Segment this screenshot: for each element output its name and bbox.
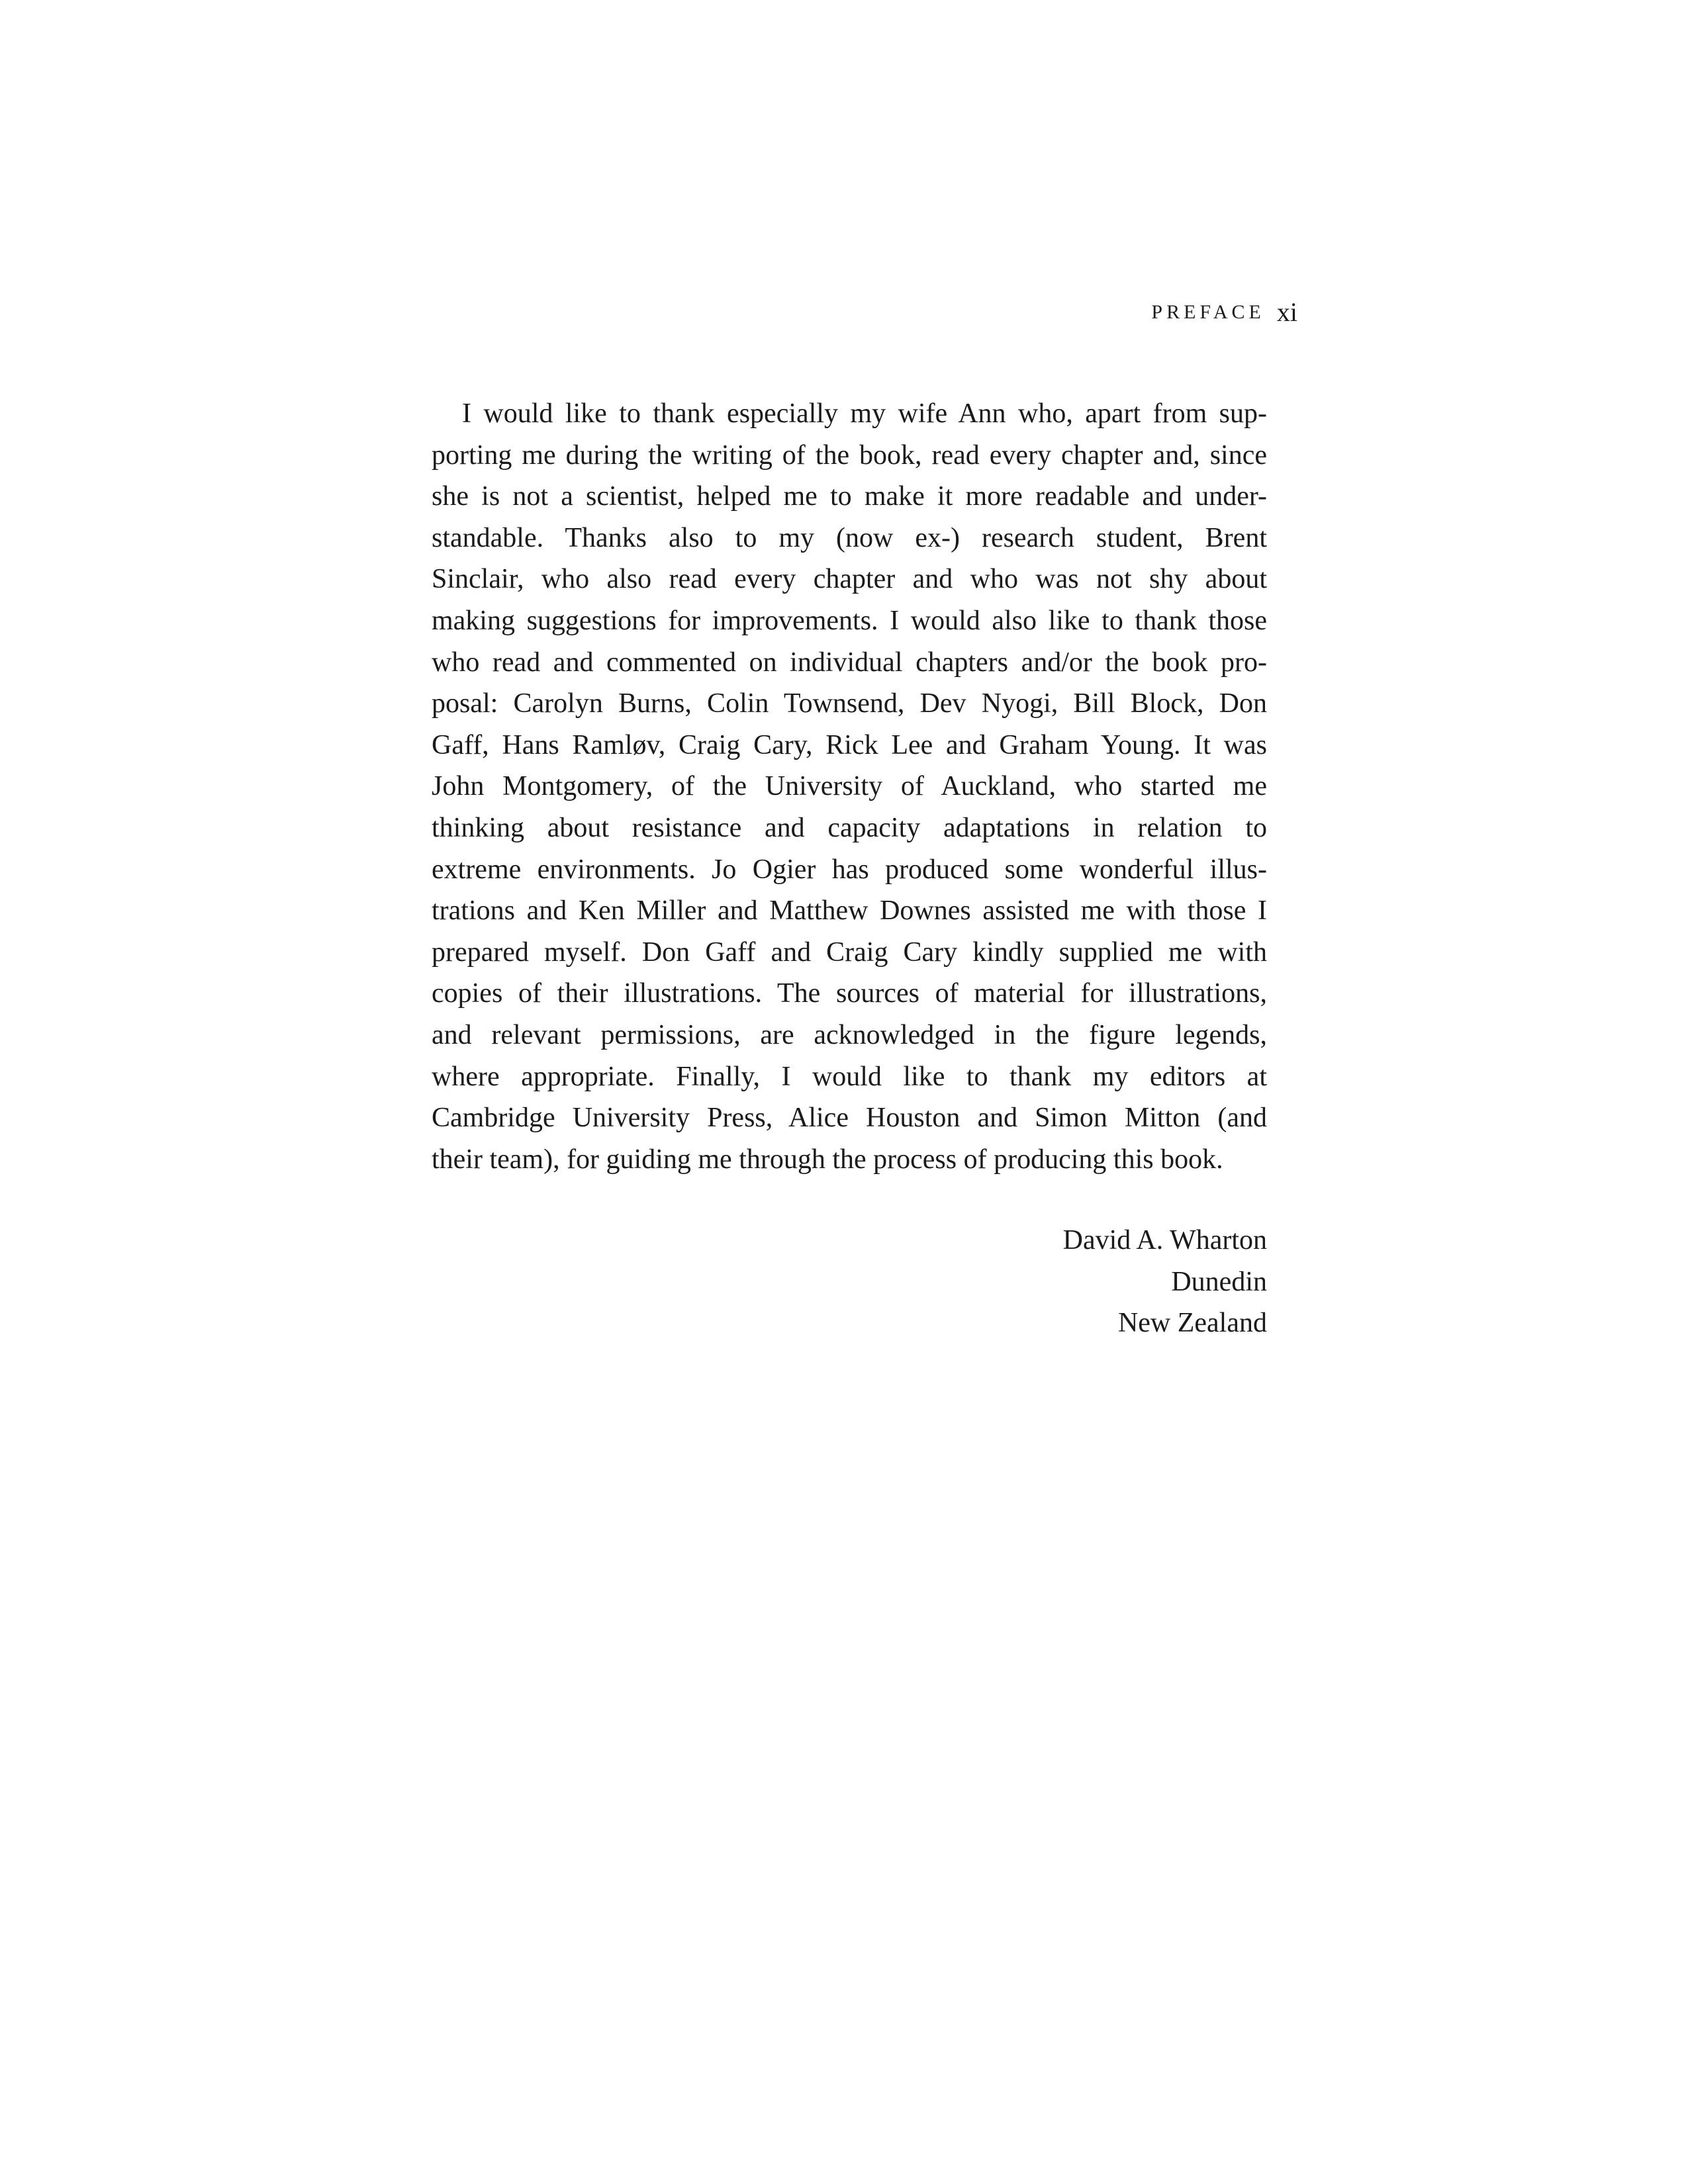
text-line: she is not a scientist, helped me to make it more readable and under- — [432, 481, 1267, 512]
text-line: Gaff, Hans Ramløv, Craig Cary, Rick Lee and Graham Young. It was — [432, 729, 1267, 760]
text-line: porting me during the writing of the book, read every chapter and, since — [432, 439, 1267, 471]
text-line: extreme environments. Jo Ogier has produced some wonderful illus- — [432, 854, 1267, 885]
text-line: prepared myself. Don Gaff and Craig Cary kindly supplied me with — [432, 936, 1267, 968]
text-line: Cambridge University Press, Alice Houston and Simon Mitton (and — [432, 1103, 1267, 1134]
text-line: standable. Thanks also to my (now ex-) research student, Brent — [432, 522, 1267, 553]
text-line: their team), for guiding me through the process of producing this book. — [432, 1144, 1223, 1175]
text-line: Sinclair, who also read every chapter and who was not shy about — [432, 564, 1267, 595]
text-line: trations and Ken Miller and Matthew Downes assisted me with those I — [432, 895, 1267, 927]
author-signature-block — [927, 1220, 1267, 1344]
text-line: John Montgomery, of the University of Auckland, who started me — [432, 771, 1267, 802]
running-head — [1033, 296, 1297, 336]
text-line: making suggestions for improvements. I would also like to thank those — [432, 605, 1267, 636]
text-line: I would like to thank especially my wife Ann who, apart from sup- — [462, 398, 1267, 429]
author-country: New Zealand — [1117, 1308, 1267, 1339]
text-line: and relevant permissions, are acknowledged in the figure legends, — [432, 1019, 1267, 1050]
author-city: Dunedin — [1171, 1266, 1267, 1297]
text-line: copies of their illustrations. The sources of material for illustrations, — [432, 978, 1267, 1009]
text-line: who read and commented on individual chapters and/or the book pro- — [432, 647, 1267, 678]
text-line: thinking about resistance and capacity adaptations in relation to — [432, 812, 1267, 843]
section-title: PREFACE — [1151, 300, 1265, 323]
acknowledgements-paragraph — [432, 393, 1267, 1180]
text-line: where appropriate. Finally, I would like to thank my editors at — [432, 1061, 1267, 1092]
author-name: David A. Wharton — [1062, 1225, 1267, 1255]
page-number: xi — [1276, 297, 1297, 327]
text-line: posal: Carolyn Burns, Colin Townsend, Dev Nyogi, Bill Block, Don — [432, 688, 1267, 719]
